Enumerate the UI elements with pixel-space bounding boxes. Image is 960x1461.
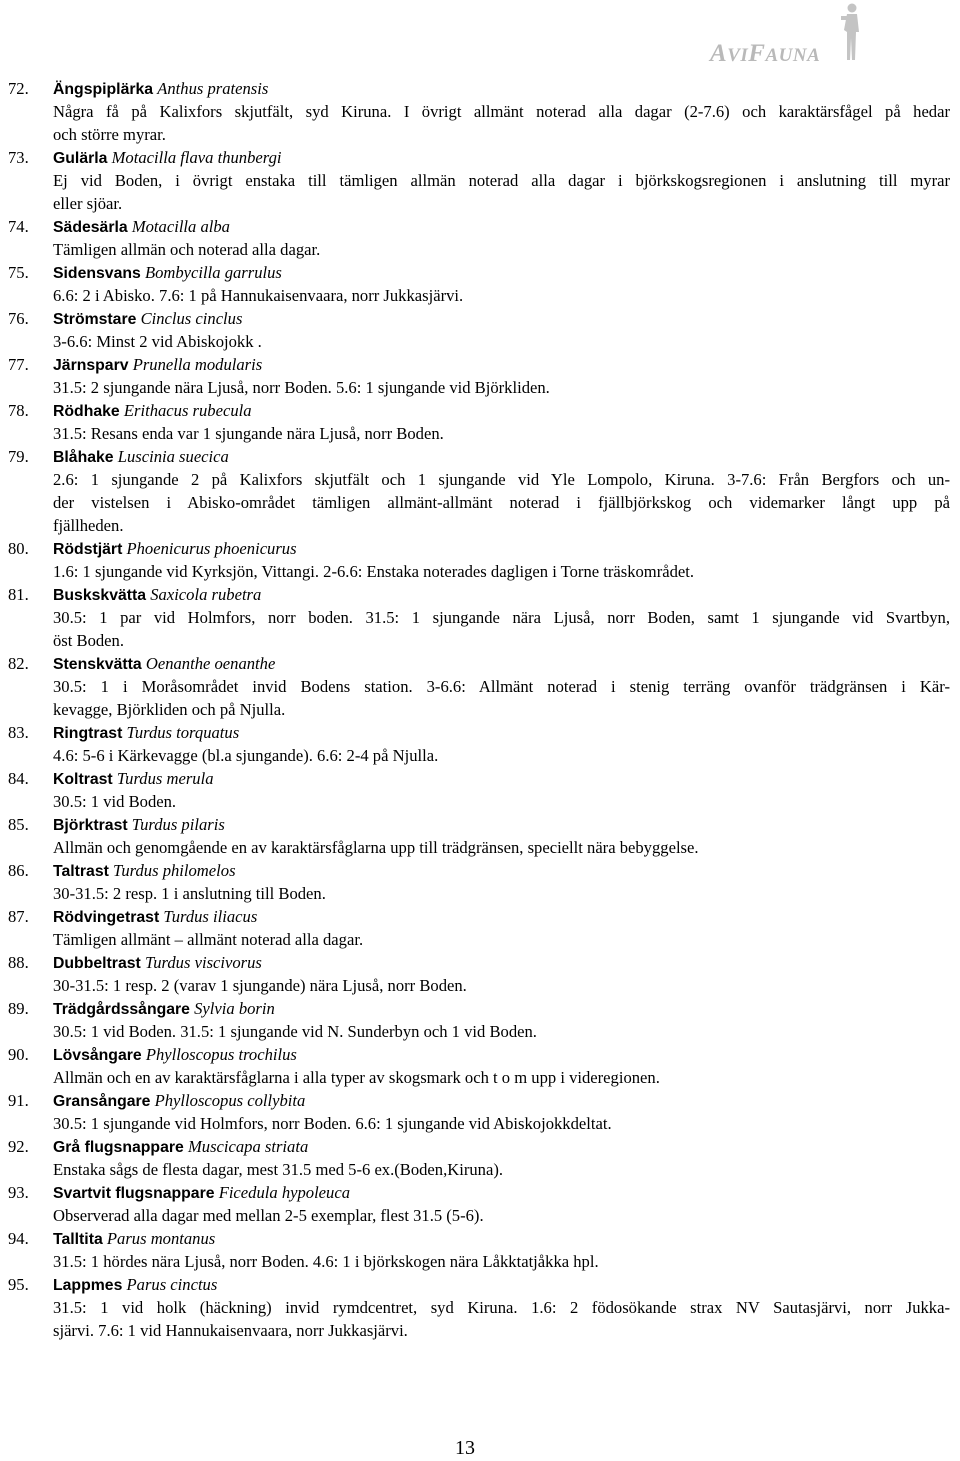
latin-name: Phylloscopus collybita [154,1091,306,1110]
swedish-name: Stenskvätta [53,656,142,673]
observation-text: Enstaka sågs de flesta dagar, mest 31.5 med 5-6 ex.(Boden,Kiruna). [53,1160,503,1179]
latin-name: Saxicola rubetra [150,585,262,604]
observation-text: och större myrar. [53,125,166,144]
species-entry [0,1089,960,1135]
swedish-name: Svartvit flugsnappare [53,1185,215,1202]
observation-text: 31.5: Resans enda var 1 sjungande nära Ljuså, norr Boden. [53,424,444,443]
entry-number: 79. [8,447,29,466]
entry-number: 74. [8,217,29,236]
swedish-name: Gulärla [53,150,108,167]
latin-name: Turdus merula [116,769,214,788]
species-heading [53,951,950,974]
species-entry [0,652,960,721]
observation-text: Allmän och genomgående en av karaktärsfåglarna upp till trädgränsen, speciellt nära bebyggelse. [53,838,699,857]
species-entry [0,1227,960,1273]
observation-text: fjällheden. [53,516,124,535]
latin-name: Motacilla alba [131,217,230,236]
swedish-name: Grå flugsnappare [53,1139,184,1156]
latin-name: Oenanthe oenanthe [145,654,276,673]
entry-number: 84. [8,769,29,788]
entry-number: 86. [8,861,29,880]
latin-name: Luscinia suecica [117,447,229,466]
species-list [0,77,960,1342]
latin-name: Bombycilla garrulus [144,263,282,282]
entry-number: 87. [8,907,29,926]
swedish-name: Gransångare [53,1093,151,1110]
observation-text: 30.5: 1 par vid Holmfors, norr boden. 31.5: 1 sjungande nära Ljuså, norr Boden, samt 1 sjungande vid Svartbyn, [53,608,950,627]
logo-wordmark: AVIFAUNA [710,40,821,67]
entry-number: 72. [8,79,29,98]
swedish-name: Lappmes [53,1277,123,1294]
avifauna-logo [700,0,950,74]
entry-number: 92. [8,1137,29,1156]
species-heading [53,261,950,284]
observation-text: Ej vid Boden, i övrigt enstaka till tämligen allmän noterad alla dagar i björkskogsregionen i anslutning till myrar [53,171,950,190]
swedish-name: Strömstare [53,311,137,328]
entry-number: 94. [8,1229,29,1248]
latin-name: Phoenicurus phoenicurus [126,539,297,558]
entry-number: 85. [8,815,29,834]
latin-name: Anthus pratensis [157,79,269,98]
species-heading [53,905,950,928]
species-heading [53,1135,950,1158]
entry-number: 91. [8,1091,29,1110]
species-heading [53,537,950,560]
species-entry [0,583,960,652]
latin-name: Turdus torquatus [126,723,240,742]
entry-number: 80. [8,539,29,558]
species-heading [53,399,950,422]
observation-text: Observerad alla dagar med mellan 2-5 exemplar, flest 31.5 (5-6). [53,1206,484,1225]
swedish-name: Lövsångare [53,1047,142,1064]
latin-name: Turdus pilaris [131,815,225,834]
observation-text: 30.5: 1 vid Boden. [53,792,177,811]
observation-text: kevagge, Björkliden och på Njulla. [53,700,286,719]
latin-name: Prunella modularis [132,355,263,374]
species-heading [53,1043,950,1066]
observation-text: 3-6.6: Minst 2 vid Abiskojokk . [53,332,262,351]
swedish-name: Talltita [53,1231,103,1248]
latin-name: Turdus viscivorus [144,953,262,972]
entry-number: 78. [8,401,29,420]
species-heading [53,721,950,744]
latin-name: Parus montanus [106,1229,216,1248]
species-heading [53,1227,950,1250]
observation-text: Allmän och en av karaktärsfåglarna i alla typer av skogsmark och t o m upp i videregionen. [53,1068,660,1087]
swedish-name: Ängspiplärka [53,81,154,98]
latin-name: Erithacus rubecula [123,401,252,420]
swedish-name: Trädgårdssångare [53,1001,190,1018]
species-entry [0,859,960,905]
entry-number: 82. [8,654,29,673]
species-entry [0,1181,960,1227]
species-heading [53,77,950,100]
observation-text: 2.6: 1 sjungande 2 på Kalixfors skjutfält och 1 sjungande vid Yle Lompolo, Kiruna. 3-7.6: Från Bergfors och un- [53,470,950,489]
latin-name: Parus cinctus [126,1275,218,1294]
species-entry [0,353,960,399]
species-entry [0,721,960,767]
entry-number: 83. [8,723,29,742]
species-entry [0,1273,960,1342]
species-entry [0,767,960,813]
species-heading [53,583,950,606]
species-entry [0,77,960,146]
observation-text: 30-31.5: 2 resp. 1 i anslutning till Boden. [53,884,326,903]
entry-number: 88. [8,953,29,972]
observation-text: Tämligen allmän och noterad alla dagar. [53,240,321,259]
species-entry [0,261,960,307]
latin-name: Ficedula hypoleuca [218,1183,351,1202]
observation-text: 30.5: 1 sjungande vid Holmfors, norr Boden. 6.6: 1 sjungande vid Abiskojokkdeltat. [53,1114,612,1133]
species-heading [53,997,950,1020]
latin-name: Motacilla flava thunbergi [111,148,282,167]
swedish-name: Rödhake [53,403,120,420]
observation-text: 31.5: 1 hördes nära Ljuså, norr Boden. 4.6: 1 i björkskogen nära Låkktatjåkka hpl. [53,1252,599,1271]
swedish-name: Koltrast [53,771,113,788]
entry-number: 81. [8,585,29,604]
species-entry [0,307,960,353]
species-entry [0,905,960,951]
species-heading [53,813,950,836]
observation-text: sjärvi. 7.6: 1 vid Hannukaisenvaara, norr Jukkasjärvi. [53,1321,408,1340]
species-entry [0,537,960,583]
entry-number: 76. [8,309,29,328]
species-heading [53,1181,950,1204]
entry-number: 73. [8,148,29,167]
entry-number: 90. [8,1045,29,1064]
latin-name: Sylvia borin [194,999,275,1018]
latin-name: Cinclus cinclus [140,309,243,328]
species-heading [53,859,950,882]
swedish-name: Sidensvans [53,265,141,282]
species-entry [0,1043,960,1089]
observation-text: Tämligen allmänt – allmänt noterad alla dagar. [53,930,364,949]
swedish-name: Buskskvätta [53,587,147,604]
swedish-name: Rödstjärt [53,541,123,558]
species-entry [0,445,960,537]
species-entry [0,399,960,445]
latin-name: Muscicapa striata [187,1137,309,1156]
observation-text: 30.5: 1 vid Boden. 31.5: 1 sjungande vid N. Sunderbyn och 1 vid Boden. [53,1022,537,1041]
species-entry [0,146,960,215]
swedish-name: Dubbeltrast [53,955,141,972]
latin-name: Turdus philomelos [113,861,236,880]
observation-text: 30.5: 1 i Moråsområdet invid Bodens station. 3-6.6: Allmänt noterad i stenig terräng ovanför trädgränsen i Kär- [53,677,950,696]
species-heading [53,215,950,238]
observation-text: 1.6: 1 sjungande vid Kyrksjön, Vittangi. 2-6.6: Enstaka noterades dagligen i Torne träskområdet. [53,562,695,581]
page-number: 13 [455,1437,475,1459]
observation-text: 30-31.5: 1 resp. 2 (varav 1 sjungande) nära Ljuså, norr Boden. [53,976,467,995]
species-heading [53,1089,950,1112]
observation-text: 31.5: 2 sjungande nära Ljuså, norr Boden. 5.6: 1 sjungande vid Björkliden. [53,378,550,397]
latin-name: Turdus iliacus [163,907,258,926]
species-heading [53,307,950,330]
species-heading [53,445,950,468]
species-entry [0,997,960,1043]
entry-number: 95. [8,1275,29,1294]
observation-text: Några få på Kalixfors skjutfält, syd Kiruna. I övrigt allmänt noterad alla dagar (2-7.6) och karaktärsfågel på hedar [53,102,950,121]
observation-text: 31.5: 1 vid holk (häckning) invid rymdcentret, syd Kiruna. 1.6: 2 födosökande strax NV Sautasjärvi, norr Jukka- [53,1298,950,1317]
species-heading [53,146,950,169]
observation-text: öst Boden. [53,631,124,650]
species-heading [53,353,950,376]
observation-text: 4.6: 5-6 i Kärkevagge (bl.a sjungande). 6.6: 2-4 på Njulla. [53,746,439,765]
observation-text: 6.6: 2 i Abisko. 7.6: 1 på Hannukaisenvaara, norr Jukkasjärvi. [53,286,464,305]
species-entry [0,813,960,859]
observation-text: eller sjöar. [53,194,123,213]
entry-number: 77. [8,355,29,374]
species-entry [0,1135,960,1181]
species-entry [0,215,960,261]
entry-number: 89. [8,999,29,1018]
swedish-name: Björktrast [53,817,128,834]
observation-text: der vistelsen i Abisko-området tämligen allmänt-allmänt noterad i fjällbjörkskog och videmarker långt upp på [53,493,950,512]
entry-number: 75. [8,263,29,282]
swedish-name: Taltrast [53,863,109,880]
species-heading [53,652,950,675]
swedish-name: Rödvingetrast [53,909,160,926]
species-entry [0,951,960,997]
swedish-name: Ringtrast [53,725,123,742]
entry-number: 93. [8,1183,29,1202]
species-heading [53,767,950,790]
swedish-name: Järnsparv [53,357,129,374]
species-heading [53,1273,950,1296]
swedish-name: Blåhake [53,449,114,466]
latin-name: Phylloscopus trochilus [145,1045,297,1064]
swedish-name: Sädesärla [53,219,128,236]
